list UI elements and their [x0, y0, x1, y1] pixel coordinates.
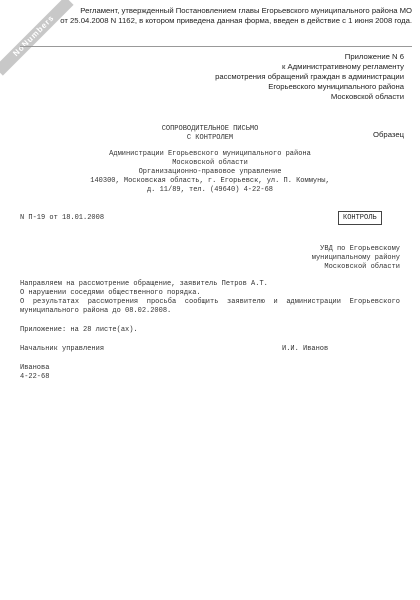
addressee-line: Московской области — [324, 263, 400, 271]
appendix-block — [144, 52, 404, 102]
signer-title: Начальник управления — [20, 345, 105, 353]
letter-body — [20, 280, 400, 316]
watermark-ribbon: NoNumbers — [0, 0, 74, 76]
document-title — [0, 125, 420, 143]
sample-label: Образец — [373, 130, 404, 139]
org-line: 140300, Московская область, г. Егорьевск, ул. П. Коммуны, — [90, 177, 330, 185]
addressee-line: муниципальному району — [311, 254, 400, 262]
header-line: от 25.04.2008 N 1162, в котором приведена данная форма, введен в действие с 1 июня 2008 года. — [60, 16, 412, 25]
attachment-note: Приложение: на 28 листе(ах). — [20, 326, 138, 334]
regulation-header — [20, 6, 412, 26]
executor-block — [20, 364, 49, 382]
document-number: N П-19 от 18.01.2008 — [20, 214, 105, 222]
org-line: Администрации Егорьевского муниципального района — [109, 150, 311, 158]
executor-phone: 4-22-68 — [20, 373, 50, 381]
appendix-line: рассмотрения обращений граждан в администрации — [215, 72, 404, 81]
body-line: О нарушении соседями общественного порядка. — [20, 289, 201, 297]
executor-name: Иванова — [20, 364, 50, 372]
addressee-line: УВД по Егорьевскому — [320, 245, 400, 253]
org-line: Московской области — [172, 159, 248, 167]
addressee-block — [260, 245, 400, 272]
body-line: Направляем на рассмотрение обращение, заявитель Петров А.Т. — [20, 280, 268, 288]
title-line: СОПРОВОДИТЕЛЬНОЕ ПИСЬМО — [161, 125, 259, 133]
appendix-line: Московской области — [330, 92, 404, 101]
appendix-line: Егорьевского муниципального района — [268, 82, 404, 91]
body-paragraph: О результатах рассмотрения просьба сообщить заявителю и администрации Егорьевского муниципального района до 08.02.2008. — [20, 298, 400, 315]
control-stamp: КОНТРОЛЬ — [338, 211, 382, 225]
header-line: Регламент, утвержденный Постановлением главы Егорьевского муниципального района МО — [80, 6, 412, 15]
title-line: С КОНТРОЛЕМ — [186, 134, 234, 142]
organization-block — [0, 150, 420, 195]
appendix-line: к Административному регламенту — [282, 62, 404, 71]
header-divider — [20, 46, 412, 47]
signer-name: И.И. Иванов — [282, 345, 329, 353]
org-line: д. 11/89, тел. (49640) 4-22-68 — [146, 186, 274, 194]
appendix-line: Приложение N 6 — [344, 52, 404, 61]
org-line: Организационно-правовое управление — [138, 168, 282, 176]
